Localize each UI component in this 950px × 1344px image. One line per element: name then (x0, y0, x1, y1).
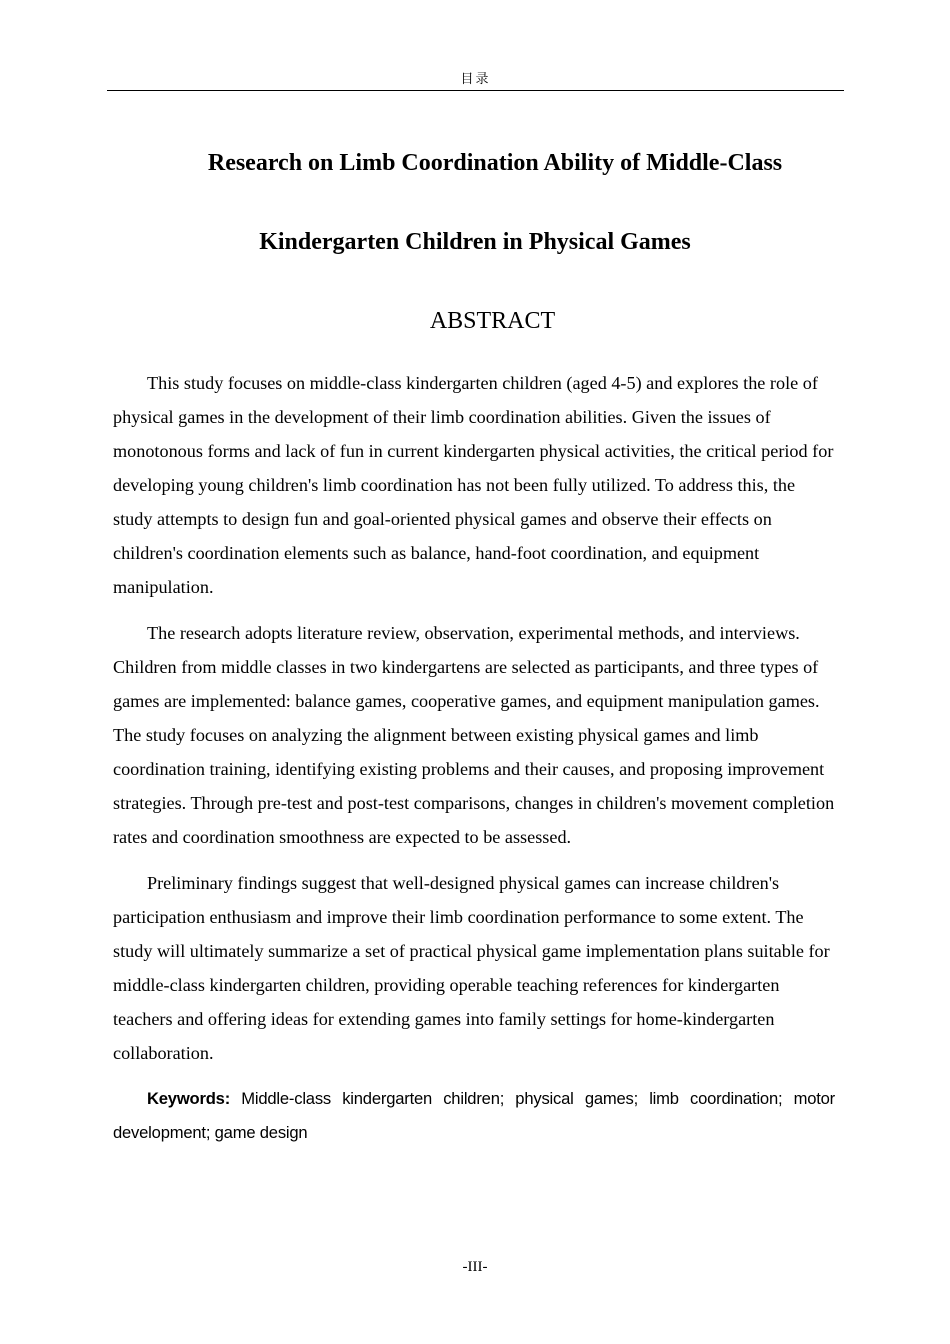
running-header (107, 70, 844, 91)
abstract-paragraph-2: The research adopts literature review, observation, experimental methods, and interviews. Children from middle classes in two kindergartens are selected as participants, and three types of games are implemented: balance games, cooperative games, and equipment manipulation games. The study focuses on analyzing the alignment between existing physical games and limb coordination training, identifying existing problems and their causes, and proposing improvement strategies. Through pre-test and post-test comparisons, changes in children's movement completion rates and coordination smoothness are expected to be assessed. (113, 623, 835, 847)
keywords-text: Middle-class kindergarten children; physical games; limb coordination; motor development; game design (113, 1089, 835, 1142)
abstract-heading: ABSTRACT (429, 308, 556, 334)
abstract-paragraph-1: This study focuses on middle-class kindergarten children (aged 4-5) and explores the role of physical games in the development of their limb coordination abilities. Given the issues of monotonous forms and lack of fun in current kindergarten physical activities, the critical period for developing young children's limb coordination has not been fully utilized. To address this, the study attempts to design fun and goal-oriented physical games and observe their effects on children's coordination elements such as balance, hand-foot coordination, and equipment manipulation. (113, 373, 834, 597)
paper-title-line-1: Research on Limb Coordination Ability of Middle-Class (207, 150, 783, 176)
abstract-body (113, 366, 835, 1150)
paper-title-line-2: Kindergarten Children in Physical Games (259, 229, 691, 255)
running-header-text: 目录 (460, 72, 491, 87)
page-number: -III- (462, 1259, 488, 1275)
keywords-label: Keywords: (147, 1089, 231, 1108)
keywords-line (113, 1082, 835, 1150)
abstract-paragraph-3: Preliminary findings suggest that well-designed physical games can increase children's participation enthusiasm and improve their limb coordination performance to some extent. The study will ultimately summarize a set of practical physical game implementation plans suitable for middle-class kindergarten children, providing operable teaching references for kindergarten teachers and offering ideas for extending games into family settings for home-kindergarten collaboration. (113, 873, 830, 1063)
